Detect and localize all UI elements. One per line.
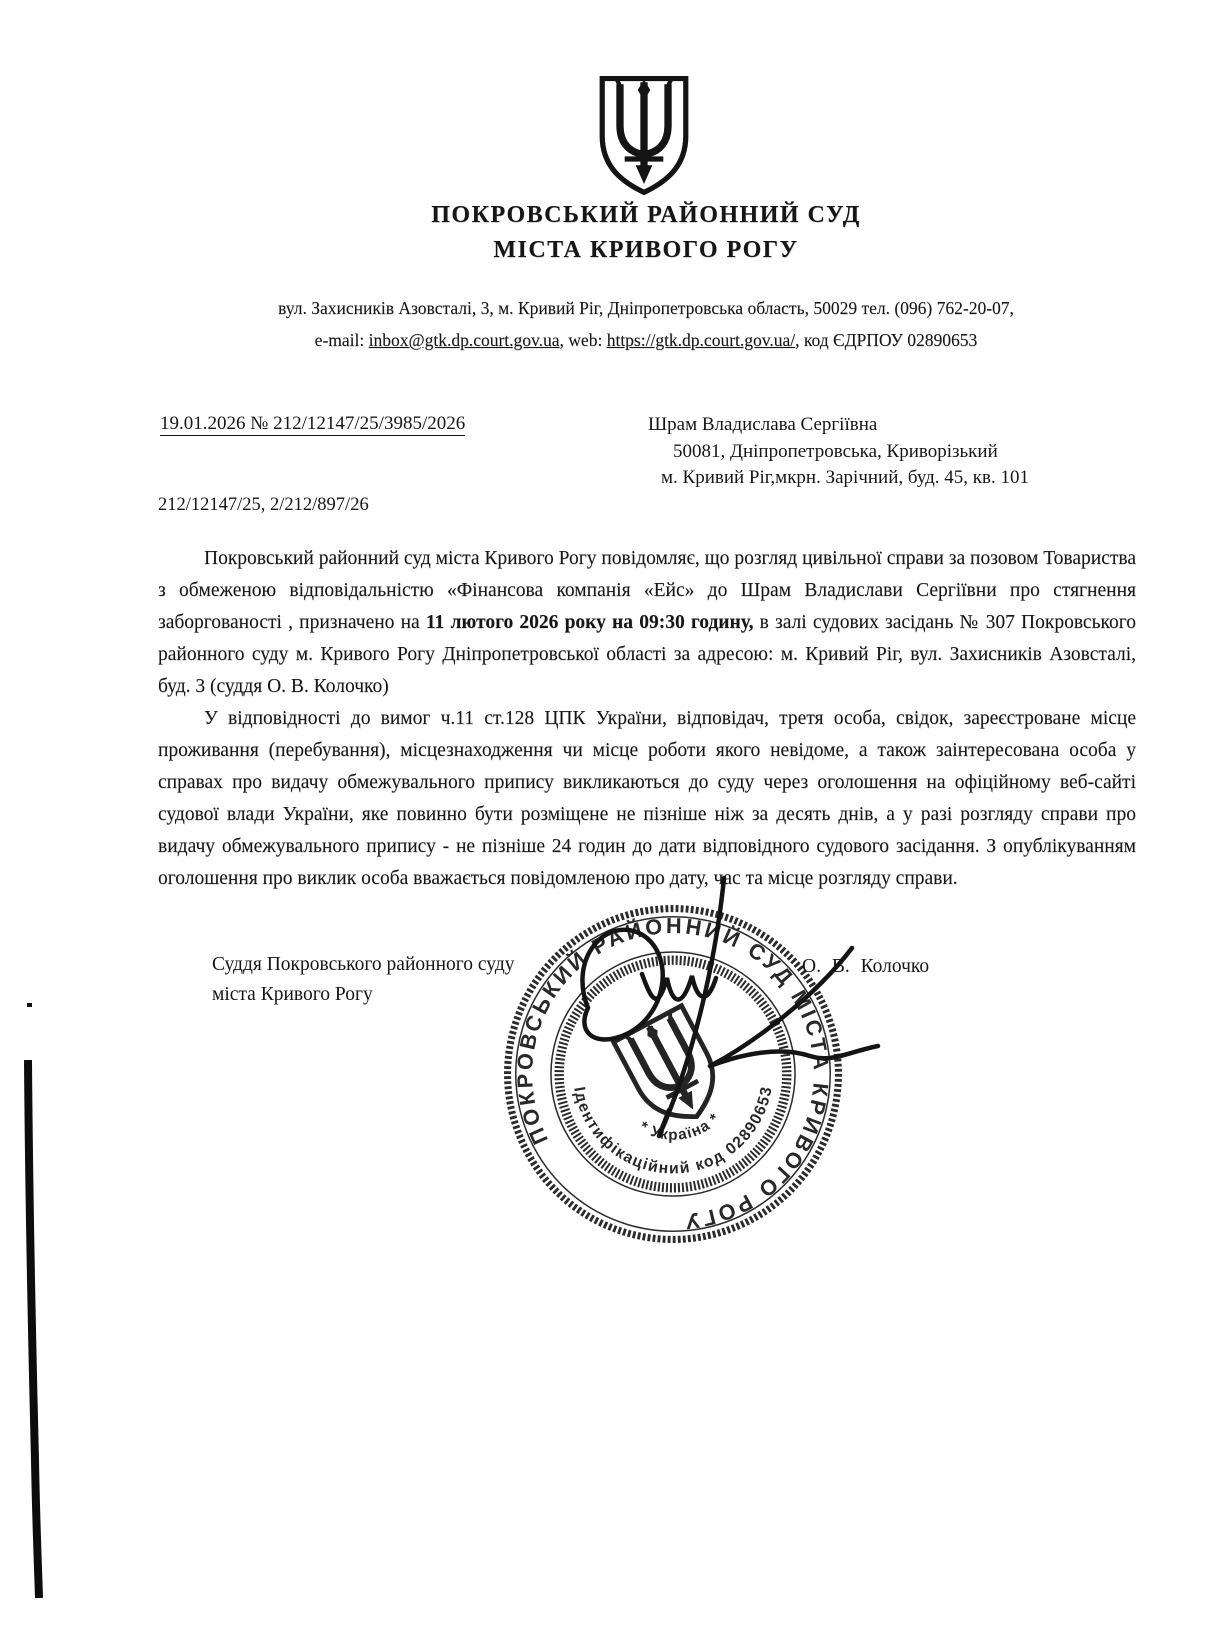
website-url: https://gtk.dp.court.gov.ua/ (606, 330, 796, 350)
court-name (150, 198, 1142, 268)
scan-artifact-line (0, 1050, 60, 1610)
court-name-line2: МІСТА КРИВОГО РОГУ (493, 237, 799, 263)
judge-title-line2: міста Кривого Рогу (212, 984, 373, 1005)
judge-title-line1: Суддя Покровського районного суду (212, 954, 515, 975)
court-contacts (150, 292, 1142, 356)
recipient-block (648, 412, 1029, 492)
outgoing-reference (160, 413, 465, 435)
reference-number: 19.01.2026 № 212/12147/25/3985/2026 (160, 413, 466, 434)
court-name-line1: ПОКРОВСЬКИЙ РАЙОННИЙ СУД (431, 202, 861, 228)
email-label: e-mail: (314, 330, 369, 350)
seal-inner-text: Ідентифікаційний код 02890653 (570, 1084, 776, 1178)
paragraph1-text-cont: в залі судових засідань № 307 Покровського районного суду м. Кривого Рогу Дніпропетровської області за адресою: м. Кривий Ріг, вул. Захисників Азовсталі, буд. 3 (суддя О. В. Колочко) (158, 612, 1136, 697)
scan-artifact-dot (27, 1003, 32, 1007)
seal-outer-text: ПОКРОВСЬКИЙ РАЙОННИЙ СУД МІСТА КРИВОГО РОГУ (511, 913, 835, 1235)
judge-name: О. В. Колочко (802, 956, 930, 977)
coat-of-arms-icon (597, 73, 691, 199)
case-numbers: 212/12147/25, 2/212/897/26 (158, 495, 369, 515)
recipient-address-1: 50081, Дніпропетровська, Криворізький (673, 440, 998, 462)
email-address: inbox@gtk.dp.court.gov.ua (368, 330, 560, 350)
handwritten-signature (480, 860, 940, 1170)
body-paragraph-1 (158, 543, 1136, 703)
letter-body (158, 543, 1136, 895)
hearing-date-bold: 11 лютого 2026 року на 09:30 годину, (425, 612, 754, 633)
edrpou-code: , код ЄДРПОУ 02890653 (795, 330, 978, 350)
body-paragraph-2: У відповідності до вимог ч.11 ст.128 ЦПК України, відповідач, третя особа, свідок, зареєстроване місце проживання (перебування), місцезнаходження чи місце роботи якого невідоме, а також заінтересована особа у справах про видачу обмежувального припису викликаються до суду через оголошення на офіційному веб-сайті судової влади України, яке повинно бути розміщене не пізніше ніж за десять днів, а у разі розгляду справи про видачу обмежувального припису - не пізніше 24 годин до дати відповідного судового засідання. З опублікуванням оголошення про виклик особа вважається повідомленою про дату, час та місце розгляду справи. (158, 708, 1136, 889)
seal-country-text: * Україна * (636, 1109, 724, 1144)
recipient-address-2: м. Кривий Ріг,мкрн. Зарічний, буд. 45, кв. 101 (661, 467, 1029, 488)
recipient-name: Шрам Владислава Сергіївна (648, 414, 878, 435)
court-address: вул. Захисників Азовсталі, 3, м. Кривий Ріг, Дніпропетровська область, 50029 тел. (096) 762-20-07, (278, 298, 1014, 318)
web-label: , web: (559, 330, 607, 350)
court-links-line (150, 324, 1142, 356)
paragraph1-text: Покровський районний суд міста Кривого Рогу повідомляє, що розгляд цивільної справи за позовом Товариства з обмеженою відповідальністю «Фінансова компанія «Ейс» до Шрам Владислави Сергіївни про стягнення заборгованості , призначено на (158, 548, 1136, 633)
